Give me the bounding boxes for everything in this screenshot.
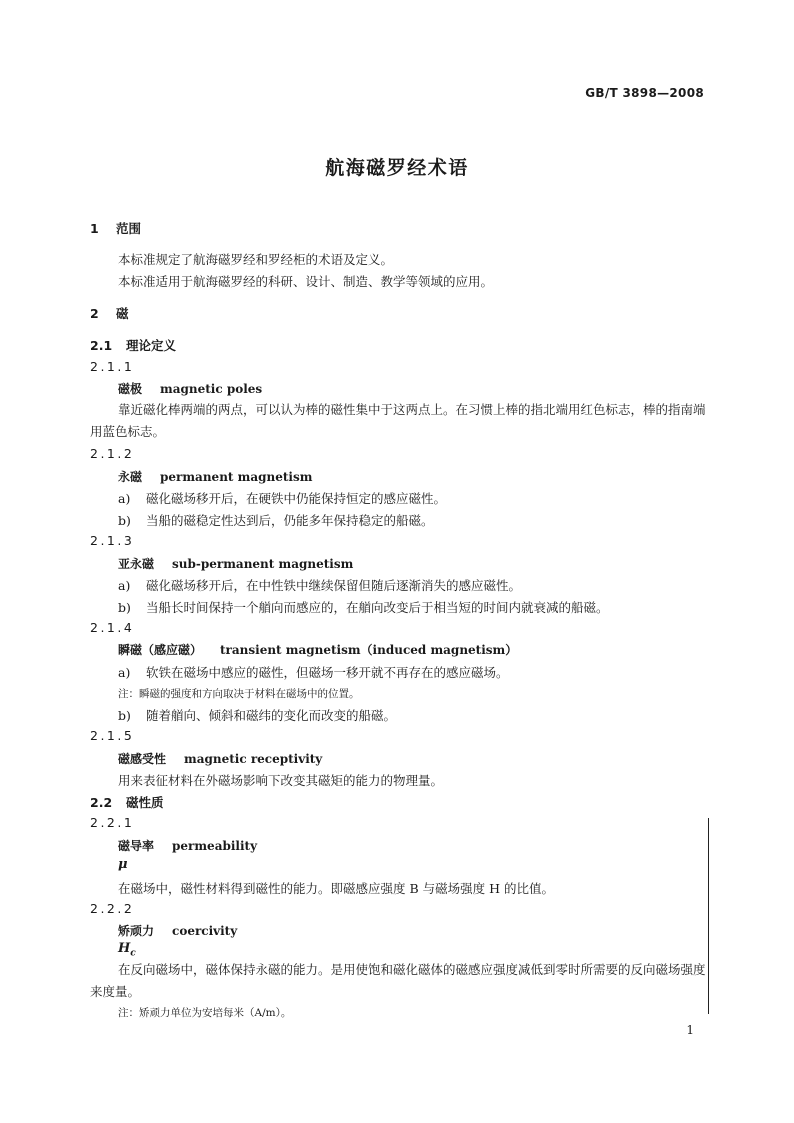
section-1-heading bbox=[90, 219, 141, 237]
list-label: a) bbox=[118, 491, 131, 506]
section-number: 2.2 bbox=[90, 795, 113, 810]
term-en: permeability bbox=[172, 839, 258, 853]
term-definition: 靠近磁化棒两端的两点，可以认为棒的磁性集中于这两点上。在习惯上棒的指北端用红色标志，棒的指南端用蓝色标志。 bbox=[90, 402, 706, 439]
clause-number: 2.2.2 bbox=[90, 901, 135, 916]
note: 注：瞬磁的强度和方向取决于材料在磁场中的位置。 bbox=[118, 688, 360, 700]
term-zh: 亚永磁 bbox=[118, 557, 155, 571]
term-heading bbox=[118, 380, 262, 397]
term-zh: 磁极 bbox=[118, 382, 143, 396]
clause-number: 2.1.1 bbox=[90, 359, 135, 374]
list-text: 磁化磁场移开后，在中性铁中继续保留但随后逐渐消失的感应磁性。 bbox=[146, 578, 522, 593]
list-label: b) bbox=[118, 513, 131, 528]
section-title: 范围 bbox=[116, 221, 142, 236]
standard-number: GB/T 3898—2008 bbox=[585, 86, 704, 100]
list-item bbox=[118, 489, 446, 507]
change-bar bbox=[708, 818, 709, 1014]
clause-number: 2.2.1 bbox=[90, 815, 135, 830]
term-definition: 用来表征材料在外磁场影响下改变其磁矩的能力的物理量。 bbox=[118, 773, 444, 788]
term-heading bbox=[118, 922, 237, 939]
list-text: 随着艏向、倾斜和磁纬的变化而改变的船磁。 bbox=[146, 708, 397, 723]
term-zh: 磁感受性 bbox=[118, 752, 167, 766]
list-item bbox=[118, 576, 521, 594]
section-number: 2 bbox=[90, 306, 99, 321]
section-title: 磁 bbox=[116, 306, 129, 321]
note: 注：矫顽力单位为安培每米（A/m）。 bbox=[118, 1007, 292, 1019]
clause-number: 2.1.3 bbox=[90, 533, 135, 548]
clause-number: 2.1.2 bbox=[90, 446, 135, 461]
list-item bbox=[118, 706, 396, 724]
section-title: 理论定义 bbox=[126, 338, 177, 353]
list-label: b) bbox=[118, 600, 131, 615]
term-heading bbox=[118, 750, 322, 767]
section-number: 2.1 bbox=[90, 338, 113, 353]
term-en: coercivity bbox=[172, 924, 238, 938]
term-en: transient magnetism（induced magnetism） bbox=[220, 643, 518, 657]
symbol-main: H bbox=[118, 941, 131, 956]
section-number: 1 bbox=[90, 221, 99, 236]
term-symbol bbox=[118, 941, 136, 959]
list-label: b) bbox=[118, 708, 131, 723]
section-2-heading bbox=[90, 304, 129, 322]
clause-number: 2.1.4 bbox=[90, 620, 135, 635]
term-en: permanent magnetism bbox=[160, 470, 313, 484]
list-text: 磁化磁场移开后，在硬铁中仍能保持恒定的感应磁性。 bbox=[146, 491, 447, 506]
term-heading bbox=[118, 641, 517, 658]
term-heading bbox=[118, 468, 312, 485]
term-en: sub-permanent magnetism bbox=[172, 557, 354, 571]
scope-paragraph-1: 本标准规定了航海磁罗经和罗经柜的术语及定义。 bbox=[118, 252, 394, 267]
list-item bbox=[118, 511, 434, 529]
term-definition: 在磁场中，磁性材料得到磁性的能力。即磁感应强度 B 与磁场强度 H 的比值。 bbox=[118, 881, 554, 896]
scope-paragraph-2: 本标准适用于航海磁罗经的科研、设计、制造、教学等领域的应用。 bbox=[118, 274, 494, 289]
term-heading bbox=[118, 837, 257, 854]
page-number: 1 bbox=[686, 1023, 694, 1037]
page-title: 航海磁罗经术语 bbox=[325, 157, 469, 179]
list-label: a) bbox=[118, 665, 131, 680]
list-text: 当船长时间保持一个艏向而感应的，在艏向改变后于相当短的时间内就衰减的船磁。 bbox=[146, 600, 609, 615]
term-heading bbox=[118, 555, 353, 572]
section-2-1-heading bbox=[90, 336, 176, 354]
section-2-2-heading bbox=[90, 793, 164, 811]
term-en: magnetic receptivity bbox=[184, 752, 323, 766]
term-zh: 矫顽力 bbox=[118, 924, 155, 938]
symbol-subscript: c bbox=[130, 948, 136, 959]
section-title: 磁性质 bbox=[126, 795, 164, 810]
list-item bbox=[118, 663, 509, 681]
clause-number: 2.1.5 bbox=[90, 728, 135, 743]
term-zh: 瞬磁（感应磁） bbox=[118, 643, 203, 657]
list-text: 当船的磁稳定性达到后，仍能多年保持稳定的船磁。 bbox=[146, 513, 434, 528]
term-en: magnetic poles bbox=[160, 382, 263, 396]
list-text: 软铁在磁场中感应的磁性，但磁场一移开就不再存在的感应磁场。 bbox=[146, 665, 509, 680]
term-definition: 在反向磁场中，磁体保持永磁的能力。是用使饱和磁化磁体的磁感应强度减低到零时所需要的反向磁场强度来度量。 bbox=[90, 962, 706, 999]
term-zh: 磁导率 bbox=[118, 839, 155, 853]
term-zh: 永磁 bbox=[118, 470, 143, 484]
list-label: a) bbox=[118, 578, 131, 593]
list-item bbox=[118, 598, 609, 616]
term-symbol: μ bbox=[118, 857, 128, 872]
